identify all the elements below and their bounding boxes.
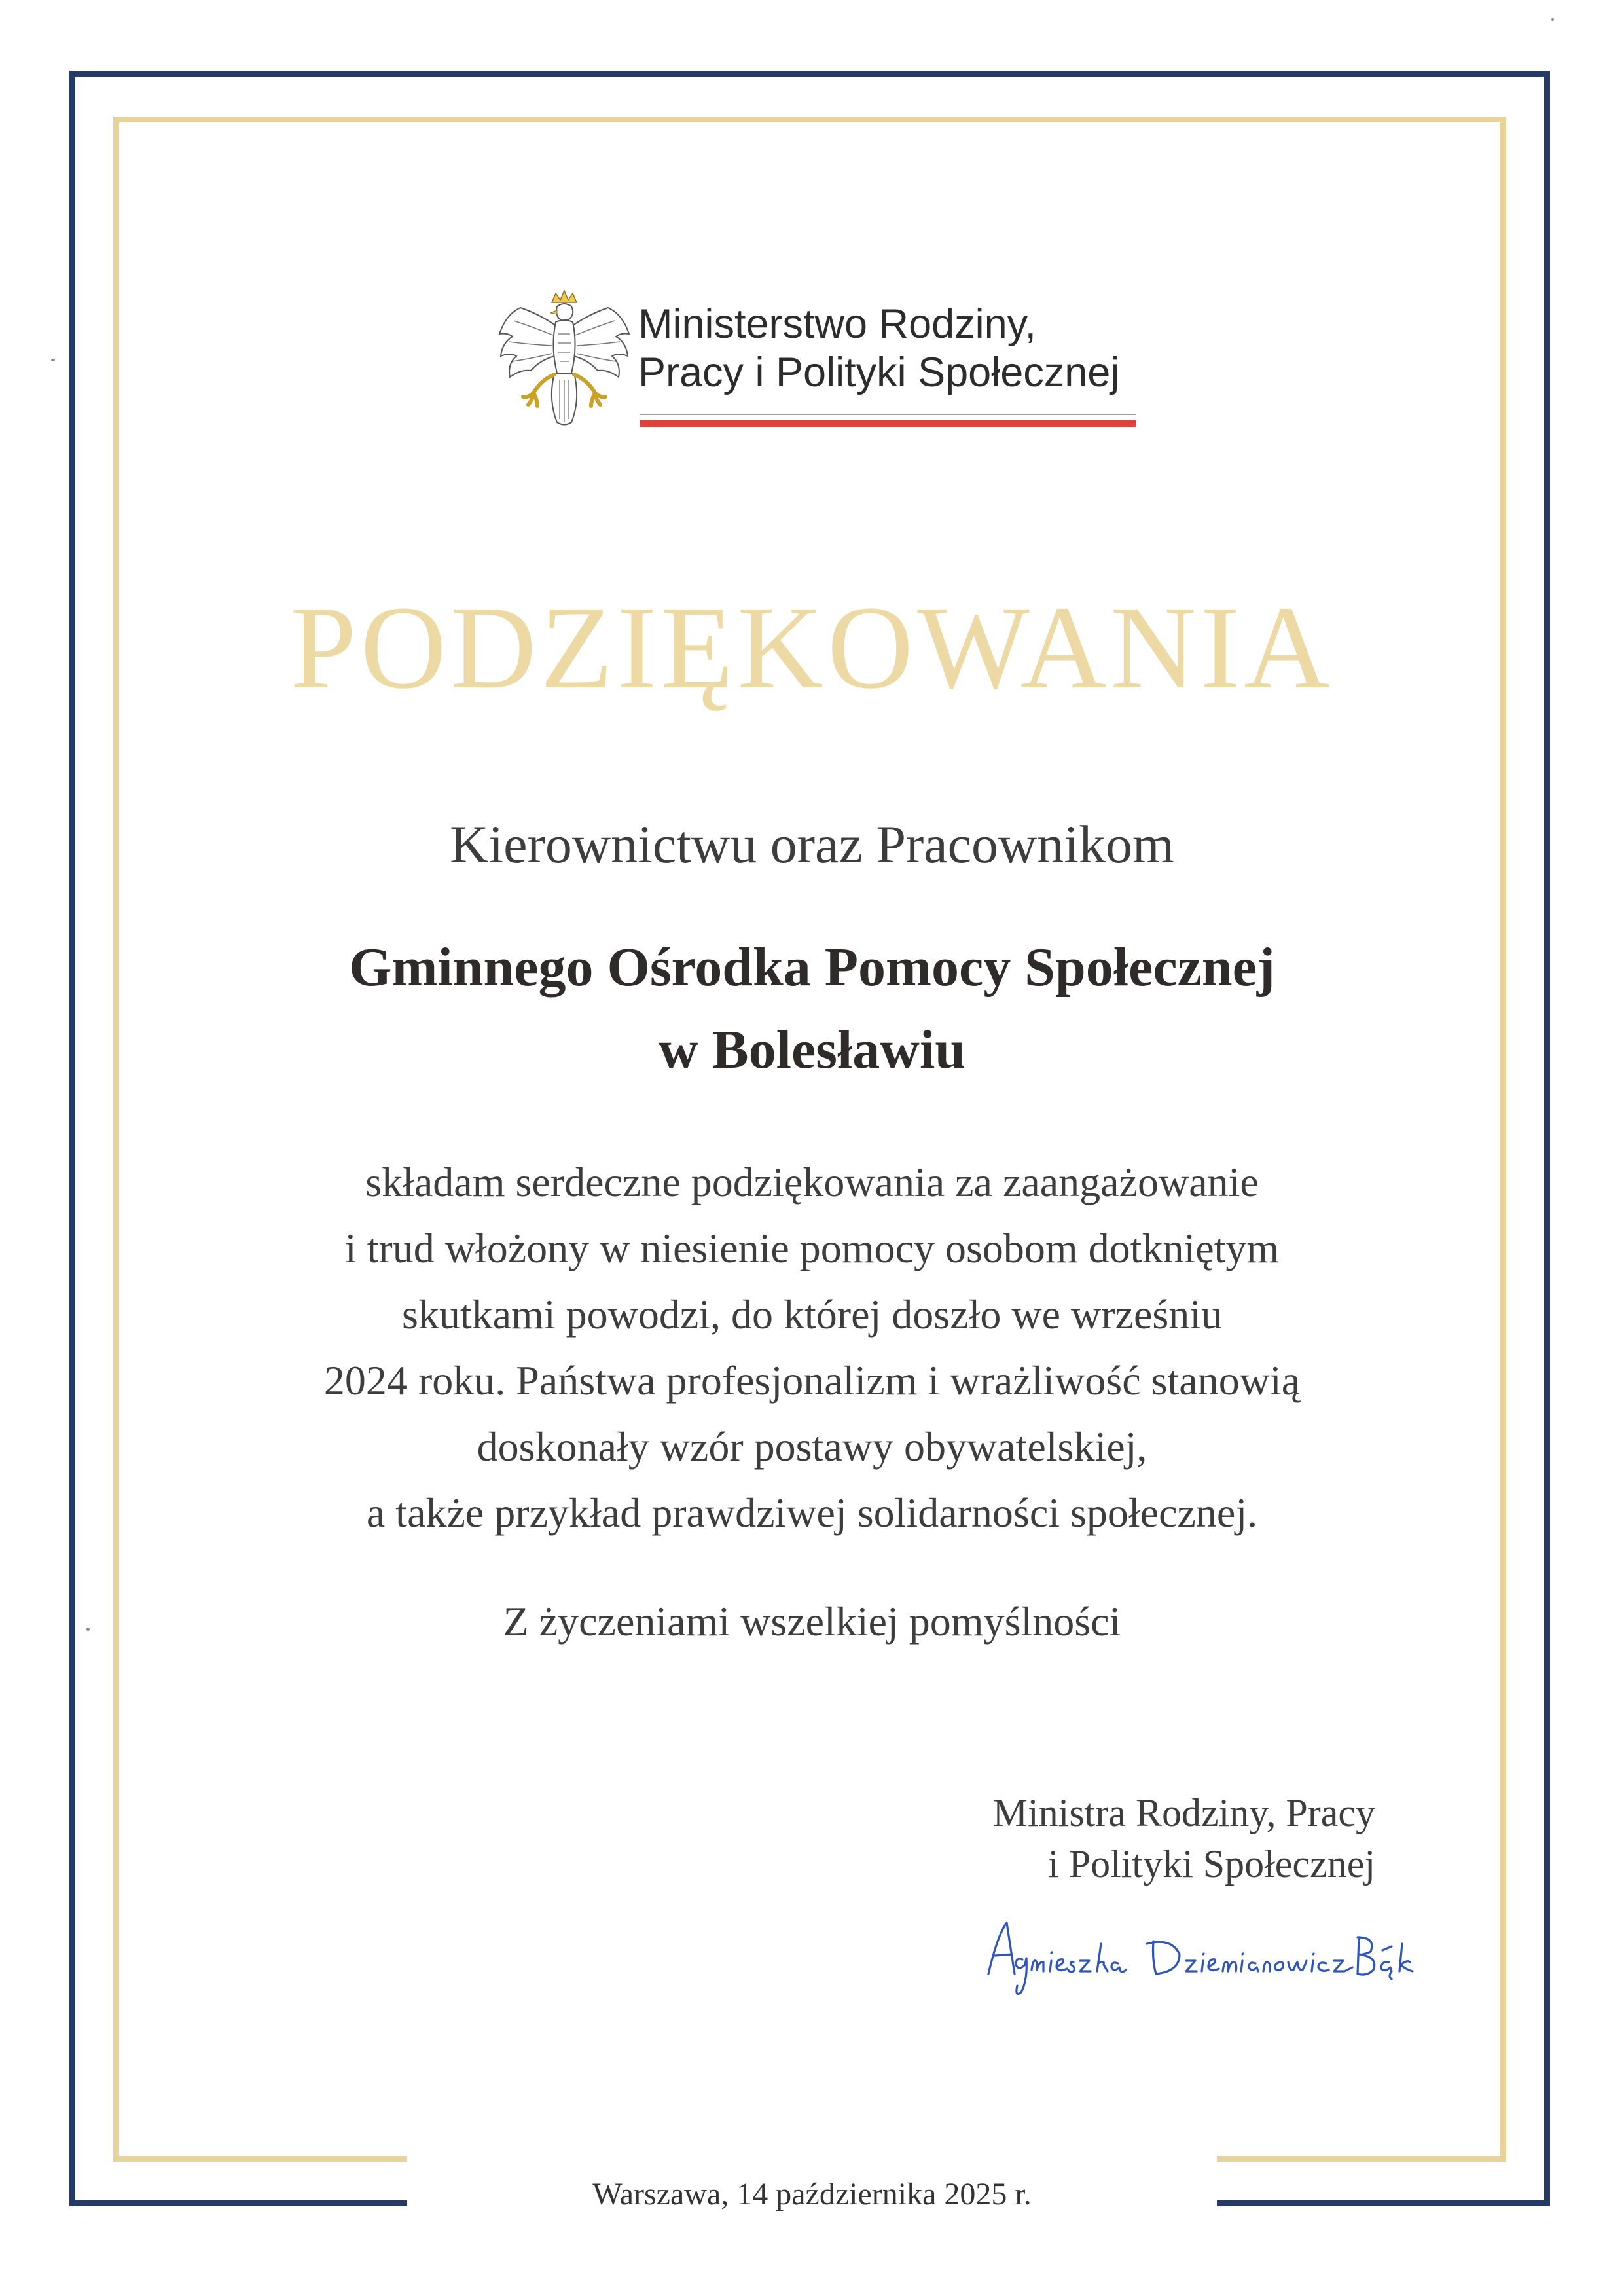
scan-speck	[86, 1628, 90, 1631]
body-line: i trud włożony w niesienie pomocy osobom dotkniętym	[344, 1225, 1280, 1271]
recipient-lead: Kierownictwu oraz Pracownikom	[450, 814, 1174, 874]
flag-rule-red-stripe	[640, 420, 1136, 427]
recipient-name-line1: Gminnego Ośrodka Pomocy Społecznej	[349, 937, 1275, 998]
inner-frame-gap	[407, 2154, 1217, 2167]
body-line: skutkami powodzi, do której doszło we wrześniu	[401, 1291, 1223, 1338]
place-and-date: Warszawa, 14 października 2025 r.	[592, 2177, 1032, 2212]
body-line: składam serdeczne podziękowania za zaangażowanie	[365, 1159, 1259, 1205]
flag-rule-white-stripe	[640, 414, 1136, 415]
flag-rule-divider	[640, 414, 1136, 427]
scan-speck	[51, 359, 55, 361]
signatory-title	[993, 1787, 1375, 1889]
signatory-line1: Ministra Rodziny, Pracy	[992, 1791, 1375, 1834]
ministry-header	[494, 288, 1149, 439]
body-line: doskonały wzór postawy obywatelskiej,	[477, 1423, 1147, 1470]
ministry-name	[638, 300, 1119, 397]
recipient-name	[0, 926, 1624, 1091]
ministry-name-line1: Ministerstwo Rodziny,	[638, 301, 1037, 347]
recipient-name-line2: w Bolesławiu	[658, 1019, 966, 1080]
signatory-line2: i Polityki Społecznej	[1048, 1842, 1375, 1886]
body-line: a także przykład prawdziwej solidarności społecznej.	[366, 1489, 1258, 1536]
page-title: PODZIĘKOWANIA	[290, 582, 1334, 714]
closing-wishes: Z życzeniami wszelkiej pomyślności	[503, 1598, 1121, 1645]
handwritten-signature	[975, 1908, 1434, 2007]
white-eagle-emblem-icon	[494, 288, 635, 435]
ministry-name-line2: Pracy i Polityki Społecznej	[638, 350, 1120, 395]
scan-speck	[1551, 18, 1554, 21]
body-paragraph	[0, 1149, 1624, 1546]
body-line: 2024 roku. Państwa profesjonalizm i wrażliwość stanowią	[323, 1357, 1301, 1404]
